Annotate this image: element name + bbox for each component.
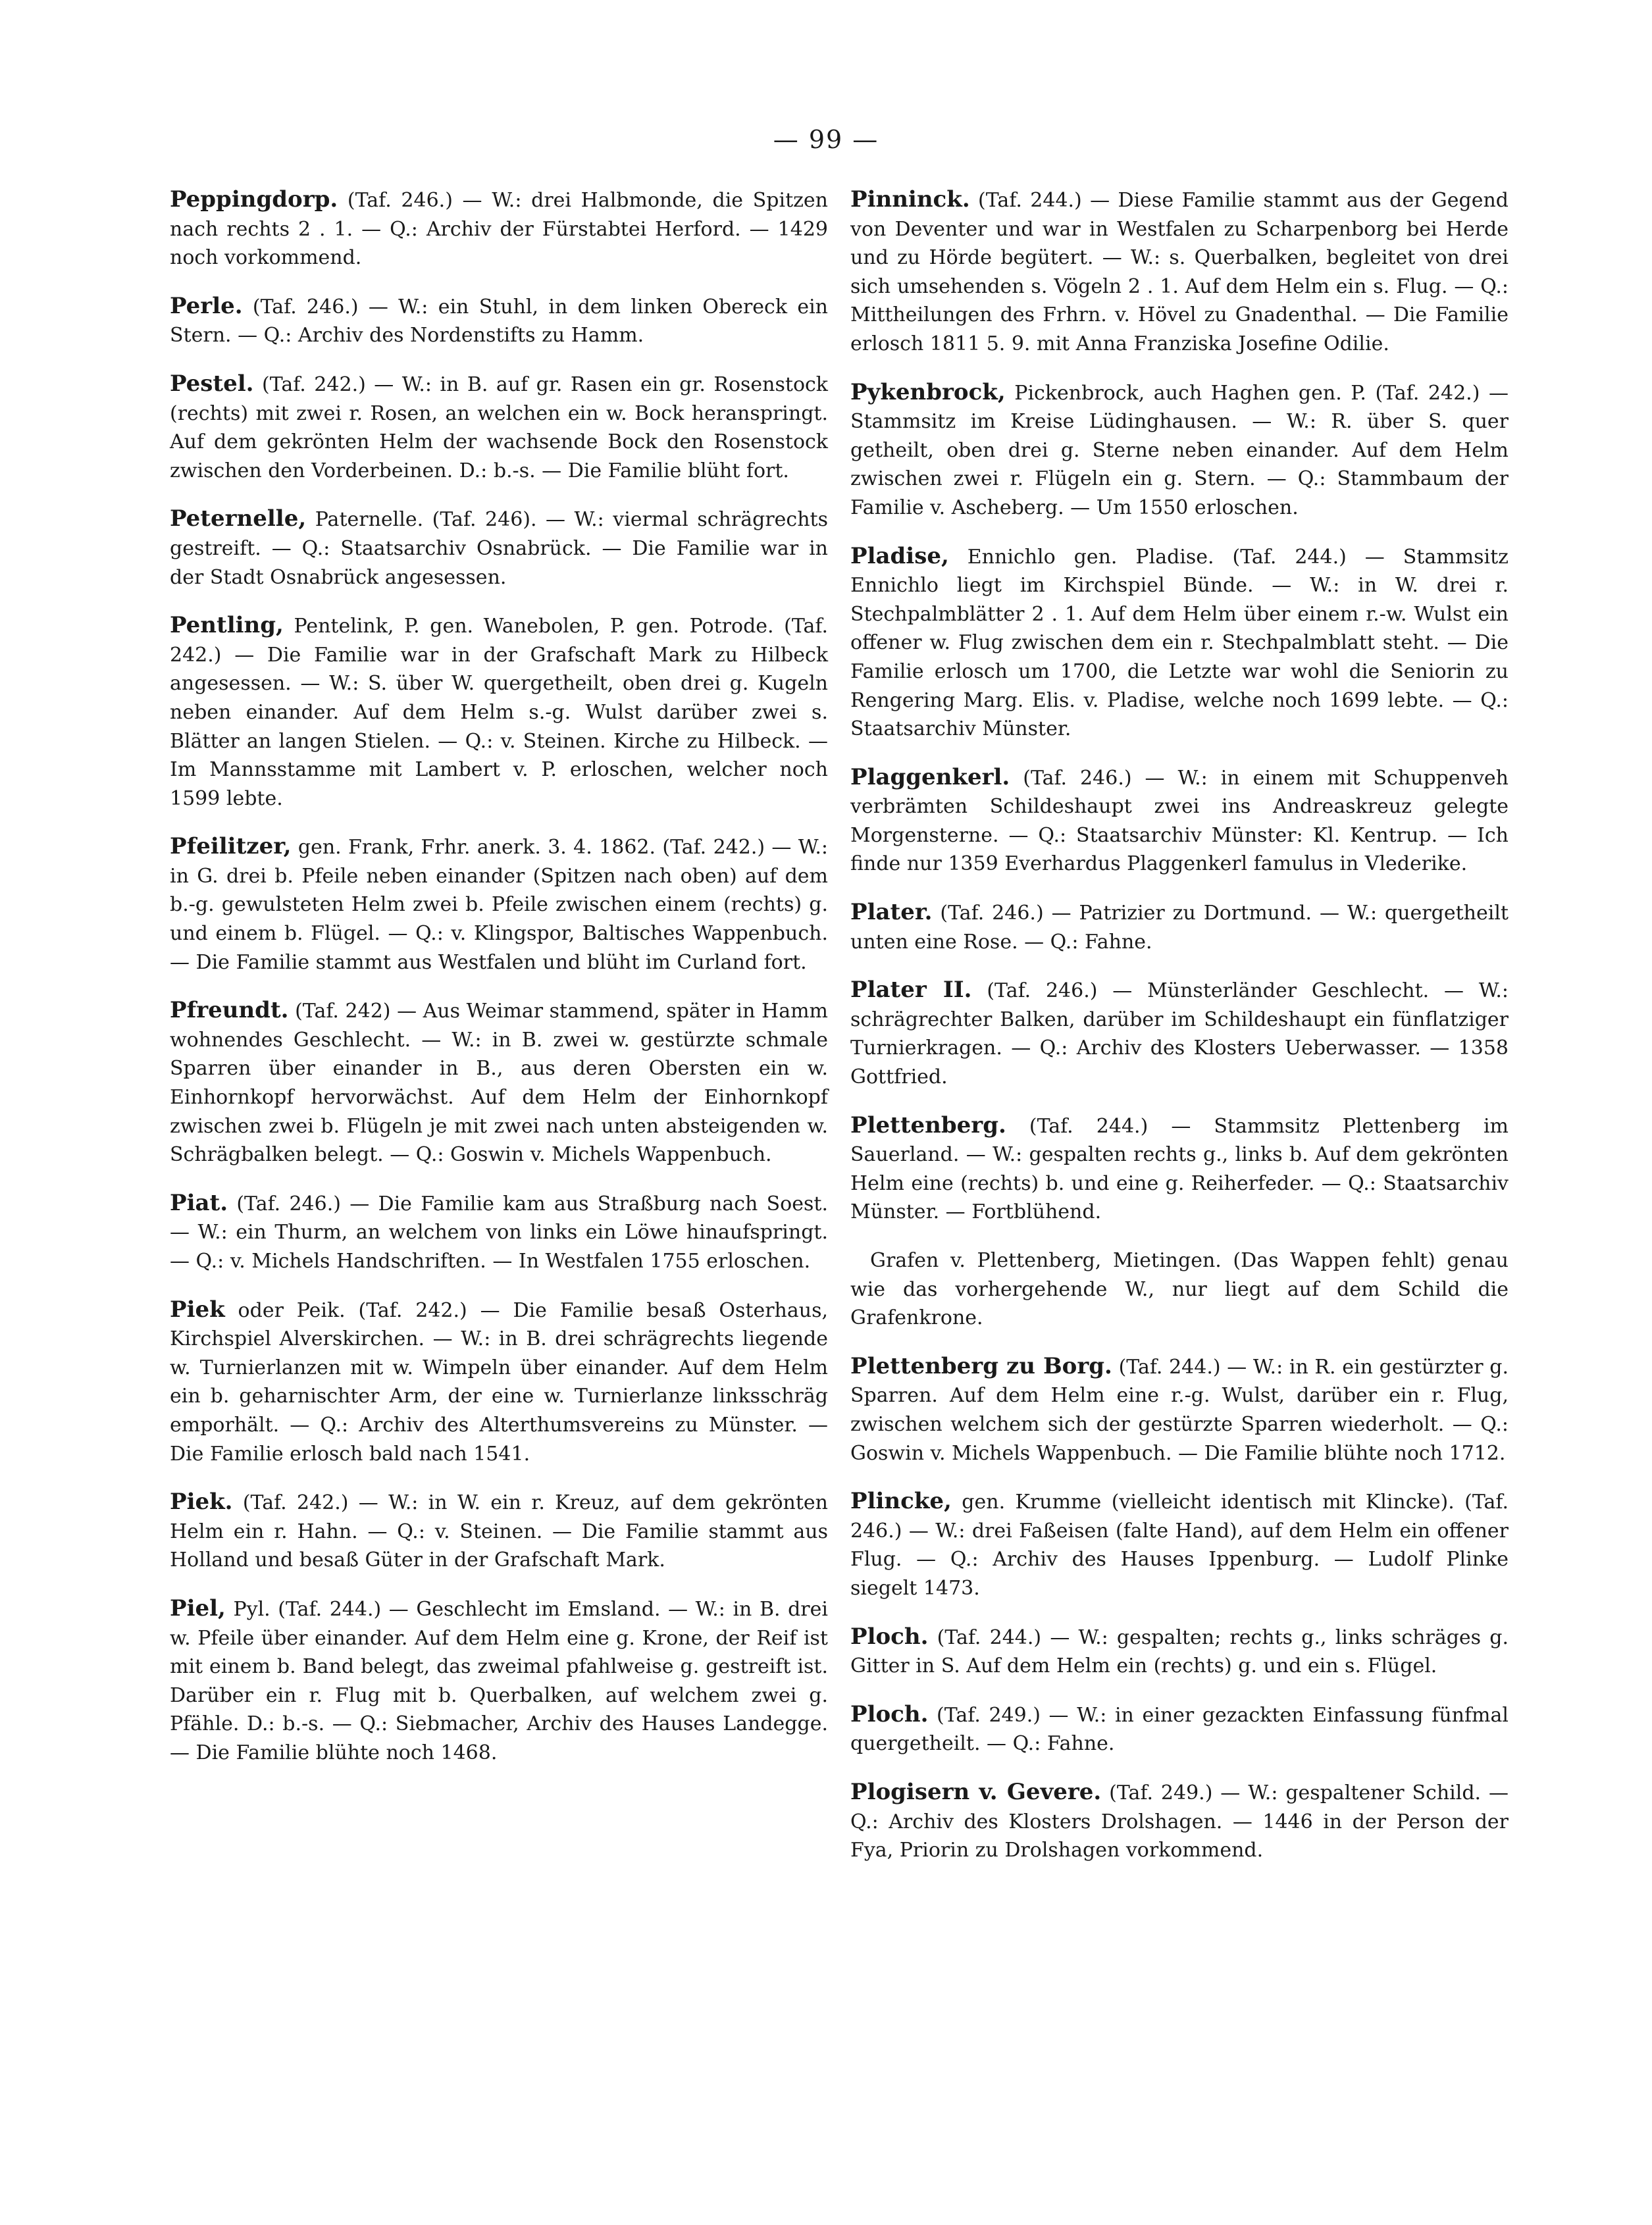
entry-head: Peppingdorp.	[170, 186, 338, 213]
entry-text: (Taf. 246.) — Patrizier zu Dortmund. — W.: quergetheilt unten eine Rose. — Q.: Fahne.	[850, 902, 1509, 954]
entry-head: Pentling,	[170, 612, 284, 639]
entry-head: Plogisern v. Gevere.	[850, 1778, 1102, 1805]
entry-head: Peternelle,	[170, 505, 307, 532]
entry-ploch-1	[850, 1623, 1509, 1681]
entry-pinninck	[850, 186, 1509, 359]
entry-head: Perle.	[170, 292, 243, 319]
entry-text: (Taf. 249.) — W.: gespaltener Schild. — Q.: Archiv des Klosters Drolshagen. — 1446 in der Person der Fya, Priorin zu Drolshagen vorkommend.	[850, 1781, 1509, 1862]
entry-text: (Taf. 246.) — W.: in einem mit Schuppenveh verbrämten Schildeshaupt zwei ins Andreaskreuz gelegte Morgensterne. — Q.: Staatsarchiv Münster: Kl. Kentrup. — Ich finde nur 1359 Everhardus Plaggenkerl famulus in Vlederike.	[850, 766, 1509, 876]
entry-piel	[170, 1595, 828, 1768]
entry-text: (Taf. 246.) — W.: drei Halbmonde, die Spitzen nach rechts 2 . 1. — Q.: Archiv der Fürstabtei Herford. — 1429 noch vorkommend.	[170, 189, 828, 270]
entry-head: Pfreundt.	[170, 997, 289, 1024]
entry-plater	[850, 898, 1509, 956]
entry-text: (Taf. 246.) — W.: ein Stuhl, in dem linken Obereck ein Stern. — Q.: Archiv des Nordenstifts zu Hamm.	[170, 295, 828, 347]
entry-text: (Taf. 242) — Aus Weimar stammend, später in Hamm wohnendes Geschlecht. — W.: in B. zwei w. gestürzte schmale Sparren über einander in B., aus deren Obersten ein w. Einhornkopf hervorwächst. Auf dem Helm der Einhornkopf zwischen zwei b. Flügeln je mit zwei nach unten absteigenden w. Schrägbalken belegt. — Q.: Goswin v. Michels Wappenbuch.	[170, 1000, 828, 1167]
entry-text: (Taf. 246.) — Die Familie kam aus Straßburg nach Soest. — W.: ein Thurm, an welchem von links ein Löwe hinaufspringt. — Q.: v. Michels Handschriften. — In Westfalen 1755 erloschen.	[170, 1192, 828, 1273]
entry-grafen-plettenberg	[850, 1246, 1509, 1333]
entry-text: (Taf. 249.) — W.: in einer gezackten Einfassung fünfmal quergetheilt. — Q.: Fahne.	[850, 1703, 1509, 1756]
entry-ploch-2	[850, 1701, 1509, 1758]
entry-text: Paternelle. (Taf. 246). — W.: viermal schrägrechts gestreift. — Q.: Staatsarchiv Osnabrück. — Die Familie war in der Stadt Osnabrück angesessen.	[170, 508, 829, 589]
entry-text: gen. Krumme (vielleicht identisch mit Klincke). (Taf. 246.) — W.: drei Faßeisen (falte Hand), auf dem Helm ein offener Flug. — Q.: Archiv des Hauses Ippenburg. — Ludolf Plinke siegelt 1473.	[850, 1491, 1509, 1600]
page-number: — 99 —	[773, 125, 879, 154]
entry-pykenbrock	[850, 378, 1509, 523]
entry-head: Pykenbrock,	[850, 378, 1006, 405]
entry-pladise	[850, 542, 1509, 744]
entry-text: gen. Frank, Frhr. anerk. 3. 4. 1862. (Taf. 242.) — W.: in G. drei b. Pfeile neben einander (Spitzen nach oben) auf dem b.-g. gewulsteten Helm zwei b. Pfeile zwischen einem (rechts) g. und einem b. Flügel. — Q.: v. Klingspor, Baltisches Wappenbuch. — Die Familie stammt aus Westfalen und blüht im Curland fort.	[170, 836, 828, 974]
entry-text: (Taf. 244.) — Diese Familie stammt aus der Gegend von Deventer und war in Westfalen zu Scharpenborg bei Herde und zu Hörde begütert. — W.: s. Querbalken, begleitet von drei sich umsehenden s. Vögeln 2 . 1. Auf dem Helm ein s. Flug. — Q.: Mittheilungen des Frhrn. v. Hövel zu Gnadenthal. — Die Familie erlosch 1811 5. 9. mit Anna Franziska Josefine Odilie.	[850, 189, 1509, 355]
entry-peternelle	[170, 505, 828, 592]
entry-head: Pladise,	[850, 542, 949, 569]
entry-head: Plater.	[850, 899, 933, 926]
entry-head: Pinninck.	[850, 186, 970, 213]
entry-pestel	[170, 370, 828, 485]
entry-text: oder Peik. (Taf. 242.) — Die Familie besaß Osterhaus, Kirchspiel Alverskirchen. — W.: in B. drei schrägrechts liegende w. Turnierlanzen mit w. Wimpeln über einander. Auf dem Helm ein b. geharnischter Arm, der eine w. Turnierlanze linksschräg emporhält. — Q.: Archiv des Alterthumsvereins zu Münster. — Die Familie erlosch bald nach 1541.	[170, 1298, 828, 1466]
entry-text: (Taf. 242.) — W.: in B. auf gr. Rasen ein gr. Rosenstock (rechts) mit zwei r. Rosen, an welchen ein w. Bock heranspringt. Auf dem gekrönten Helm der wachsende Bock den Rosenstock zwischen den Vorderbeinen. D.: b.-s. — Die Familie blüht fort.	[170, 372, 828, 482]
entry-text: (Taf. 242.) — W.: in W. ein r. Kreuz, auf dem gekrönten Helm ein r. Hahn. — Q.: v. Steinen. — Die Familie stammt aus Holland und besaß Güter in der Grafschaft Mark.	[170, 1491, 828, 1572]
entry-piek	[170, 1488, 828, 1575]
entry-text: Ennichlo gen. Pladise. (Taf. 244.) — Stammsitz Ennichlo liegt im Kirchspiel Bünde. — W.: in W. drei r. Stechpalmblätter 2 . 1. Auf dem Helm über einem r.-w. Wulst ein offener w. Flug zwischen dem ein r. Stechpalmblatt steht. — Die Familie erlosch um 1700, die Letzte war wohl die Seniorin zu Rengering Marg. Elis. v. Pladise, welche noch 1699 lebte. — Q.: Staatsarchiv Münster.	[850, 545, 1509, 741]
entry-text: (Taf. 244.) — W.: gespalten; rechts g., links schräges g. Gitter in S. Auf dem Helm ein (rechts) g. und ein s. Flügel.	[850, 1625, 1509, 1678]
entry-plaggenkerl	[850, 763, 1509, 879]
entry-head: Plaggenkerl.	[850, 763, 1010, 790]
right-column	[850, 186, 1509, 1882]
entry-text: (Taf. 244.) — Stammsitz Plettenberg im Sauerland. — W.: gespalten rechts g., links b. Auf dem gekrönten Helm eine (rechts) b. und eine g. Reiherfeder. — Q.: Staatsarchiv Münster. — Fortblühend.	[850, 1114, 1509, 1224]
entry-head: Piat.	[170, 1189, 228, 1216]
entry-head: Piek	[170, 1296, 225, 1323]
entry-head: Pfeilitzer,	[170, 833, 292, 860]
entry-plincke	[850, 1487, 1509, 1602]
entry-text: Pickenbrock, auch Haghen gen. P. (Taf. 242.) — Stammsitz im Kreise Lüdinghausen. — W.: R. über S. quer getheilt, oben drei g. Sterne neben einander. Auf dem Helm zwischen zwei r. Flügeln ein g. Stern. — Q.: Stammbaum der Familie v. Ascheberg. — Um 1550 erloschen.	[850, 381, 1509, 519]
entry-head: Piek.	[170, 1489, 233, 1516]
left-column	[170, 186, 828, 1785]
entry-plettenberg-zu-borg	[850, 1352, 1509, 1468]
entry-head: Pestel.	[170, 370, 254, 397]
entry-head: Ploch.	[850, 1623, 929, 1650]
entry-piat	[170, 1189, 828, 1276]
entry-head: Plater II.	[850, 977, 972, 1004]
entry-head: Piel,	[170, 1595, 226, 1622]
entry-head: Ploch.	[850, 1701, 929, 1727]
entry-text: Pentelink, P. gen. Wanebolen, P. gen. Potrode. (Taf. 242.) — Die Familie war in der Grafschaft Mark zu Hilbeck angesessen. — W.: S. über W. quergetheilt, oben drei g. Kugeln neben einander. Auf dem Helm s.-g. Wulst darüber zwei s. Blätter an langen Stielen. — Q.: v. Steinen. Kirche zu Hilbeck. — Im Mannsstamme mit Lambert v. P. erloschen, welcher noch 1599 lebte.	[170, 615, 828, 810]
entry-head: Plincke,	[850, 1488, 952, 1515]
entry-text: Grafen v. Plettenberg, Mietingen. (Das Wappen fehlt) genau wie das vorhergehende W., nur liegt auf dem Schild die Grafenkrone.	[850, 1249, 1509, 1330]
entry-pentling	[170, 611, 828, 813]
entry-pfreundt	[170, 996, 828, 1169]
entry-perle	[170, 292, 828, 350]
entry-pfeilitzer	[170, 832, 828, 977]
entry-plater-ii	[850, 976, 1509, 1091]
entry-text: Pyl. (Taf. 244.) — Geschlecht im Emsland. — W.: in B. drei w. Pfeile über einander. Auf dem Helm eine g. Krone, der Reif ist mit einem b. Band belegt, das zweimal pfahlweise g. gestreift ist. Darüber ein r. Flug mit b. Querbalken, auf welchem zwei g. Pfähle. D.: b.-s. — Q.: Siebmacher, Archiv des Hauses Landegge. — Die Familie blühte noch 1468.	[170, 1597, 828, 1764]
entry-piek-oder-peik	[170, 1296, 828, 1469]
entry-plogisern	[850, 1778, 1509, 1865]
entry-head: Plettenberg zu Borg.	[850, 1352, 1112, 1379]
entry-head: Plettenberg.	[850, 1112, 1006, 1138]
entry-peppingdorp	[170, 186, 828, 272]
entry-text: (Taf. 244.) — W.: in R. ein gestürzter g. Sparren. Auf dem Helm eine r.-g. Wulst, darüber ein r. Flug, zwischen welchem sich der gestürzte Sparren wiederholt. — Q.: Goswin v. Michels Wappenbuch. — Die Familie blühte noch 1712.	[850, 1355, 1509, 1465]
entry-plettenberg	[850, 1112, 1509, 1227]
entry-text: (Taf. 246.) — Münsterländer Geschlecht. — W.: schrägrechter Balken, darüber im Schildeshaupt ein fünflatziger Turnierkragen. — Q.: Archiv des Klosters Ueberwasser. — 1358 Gottfried.	[850, 979, 1509, 1089]
